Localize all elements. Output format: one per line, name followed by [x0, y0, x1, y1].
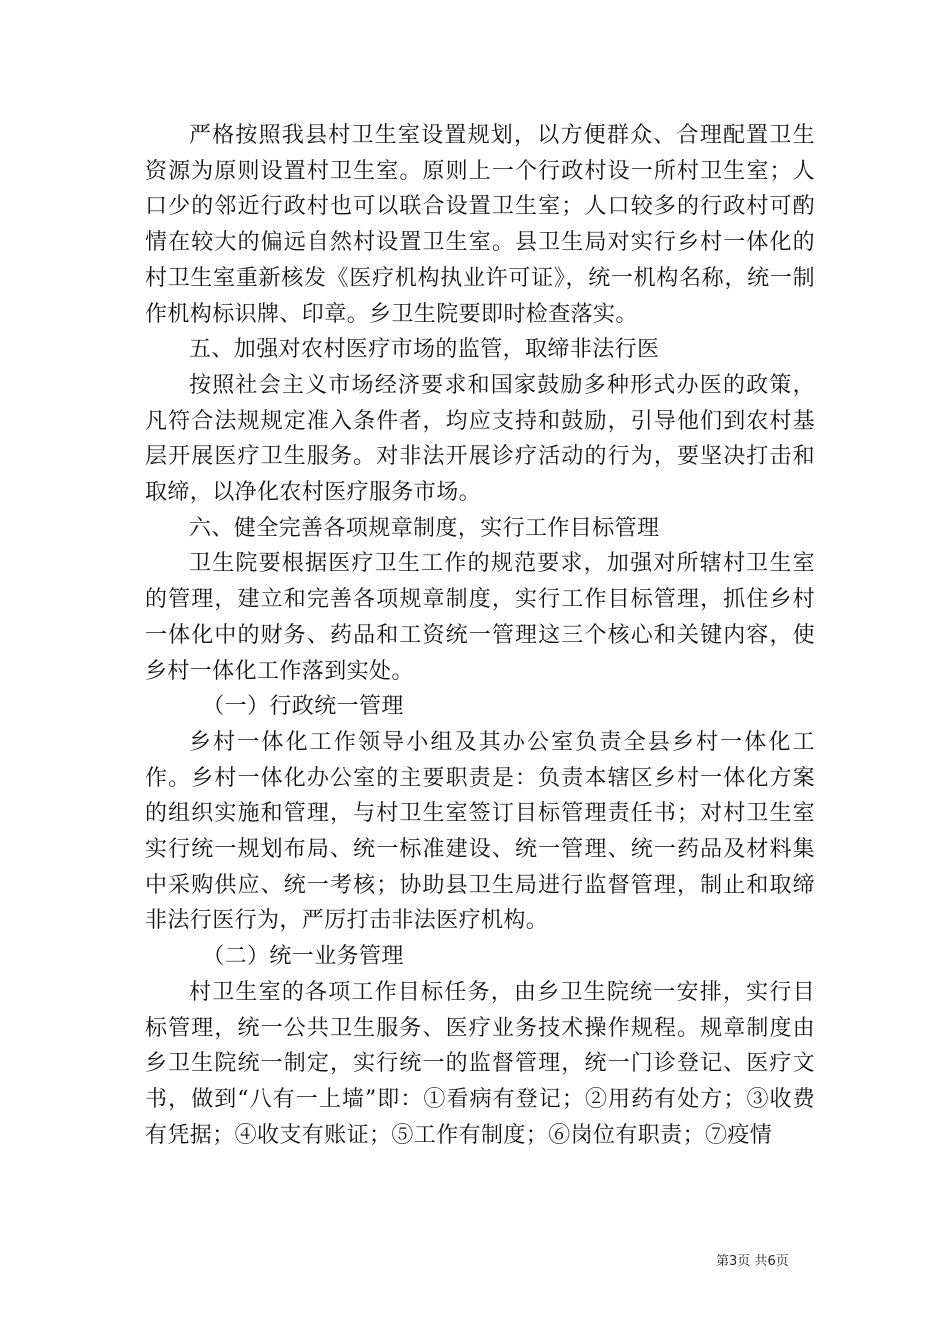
heading-subsection-2: （二）统一业务管理	[202, 944, 404, 970]
footer-mid: 页 共	[737, 1254, 768, 1269]
document-body	[145, 118, 815, 1153]
footer-prefix: 第	[716, 1254, 730, 1269]
heading-subsection-1: （一）行政统一管理	[202, 694, 404, 720]
paragraph-business-management: 村卫生室的各项工作目标任务，由乡卫生院统一安排，实行目标管理，统一公共卫生服务、医疗业务技术操作规程。规章制度由乡卫生院统一制定，实行统一的监督管理，统一门诊登记、医疗文书，做到“八有一上墙”即：①看病有登记；②用药有处方；③收费有凭据；④收支有账证；⑤工作有制度；⑥岗位有职责；⑦疫情	[145, 979, 815, 1148]
footer-current-page: 3	[729, 1254, 738, 1269]
heading-section-6: 六、健全完善各项规章制度，实行工作目标管理	[189, 515, 660, 541]
footer-total-pages: 6	[767, 1254, 776, 1269]
paragraph-rules-management: 卫生院要根据医疗卫生工作的规范要求，加强对所辖村卫生室的管理，建立和完善各项规章制度，实行工作目标管理，抓住乡村一体化中的财务、药品和工资统一管理这三个核心和关键内容，使乡村一体化工作落到实处。	[145, 551, 815, 684]
paragraph-admin-management: 乡村一体化工作领导小组及其办公室负责全县乡村一体化工作。乡村一体化办公室的主要职责是：负责本辖区乡村一体化方案的组织实施和管理，与村卫生室签订目标管理责任书；对村卫生室实行统一规划布局、统一标准建设、统一管理、统一药品及材料集中采购供应、统一考核；协助县卫生局进行监督管理，制止和取缔非法行医行为，严厉打击非法医疗机构。	[145, 729, 815, 934]
page-number-footer	[716, 1250, 789, 1269]
heading-section-5: 五、加强对农村医疗市场的监管，取缔非法行医	[189, 337, 660, 363]
paragraph-village-clinic-setup: 严格按照我县村卫生室设置规划，以方便群众、合理配置卫生资源为原则设置村卫生室。原则上一个行政村设一所村卫生室；人口少的邻近行政村也可以联合设置卫生室；人口较多的行政村可酌情在较大的偏远自然村设置卫生室。县卫生局对实行乡村一体化的村卫生室重新核发《医疗机构执业许可证》，统一机构名称，统一制作机构标识牌、印章。乡卫生院要即时检查落实。	[145, 123, 815, 327]
paragraph-market-supervision: 按照社会主义市场经济要求和国家鼓励多种形式办医的政策，凡符合法规规定准入条件者，均应支持和鼓励，引导他们到农村基层开展医疗卫生服务。对非法开展诊疗活动的行为，要坚决打击和取缔，以净化农村医疗服务市场。	[145, 372, 815, 506]
footer-suffix: 页	[775, 1254, 789, 1269]
